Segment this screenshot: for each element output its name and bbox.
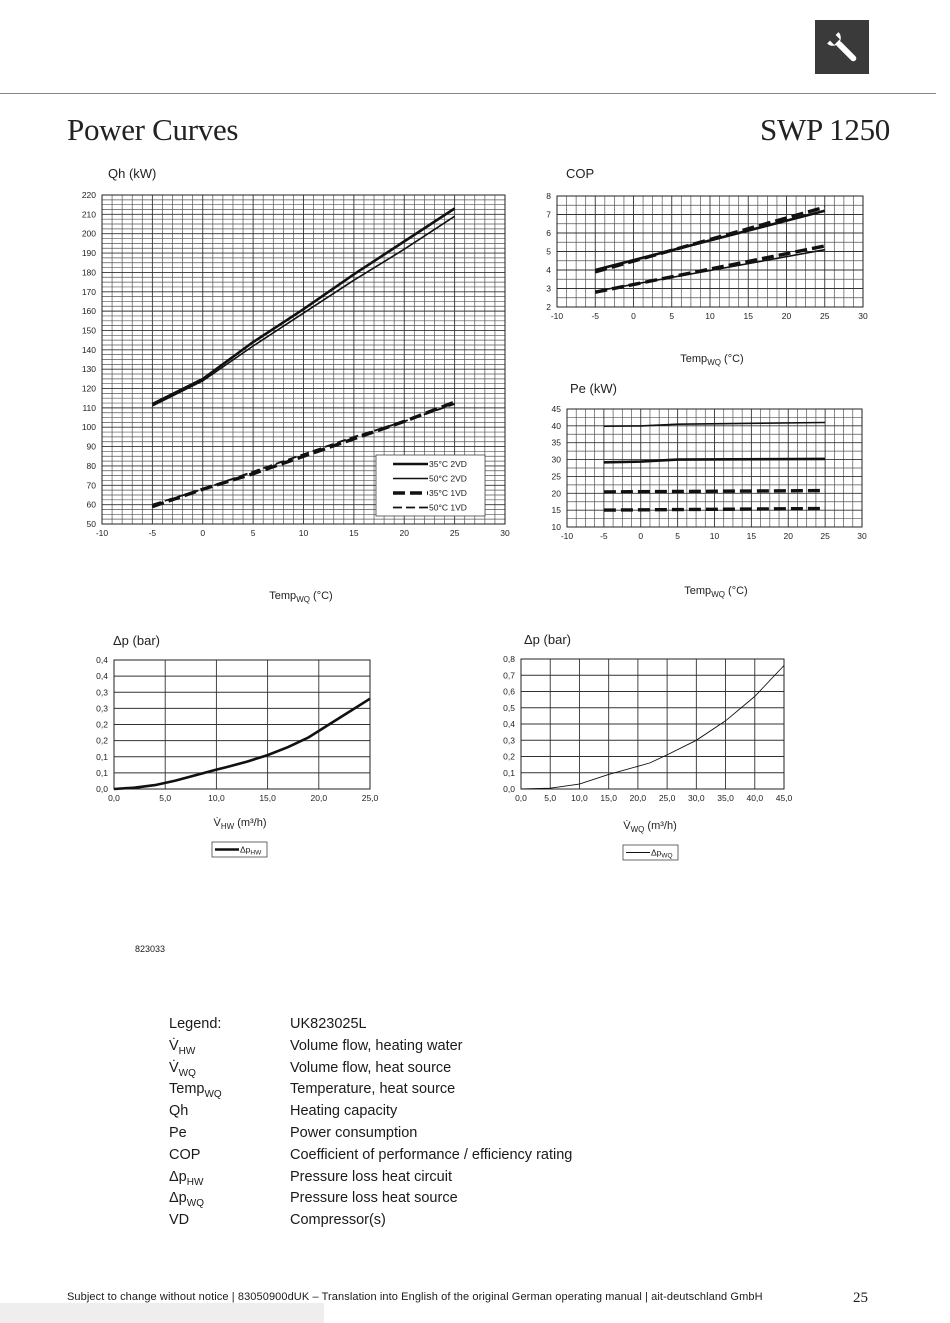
x-tick-label: 10	[709, 531, 720, 541]
legend-symbol	[169, 1190, 290, 1209]
y-tick-label: 180	[81, 267, 96, 278]
legend-symbol-text: VD	[169, 1212, 190, 1229]
x-tick-label: 5,0	[544, 793, 557, 803]
x-tick-label: 15	[349, 528, 359, 538]
x-tick-label: 15	[746, 531, 757, 541]
legend-row	[169, 1081, 572, 1103]
x-tick-label: 0	[638, 531, 644, 541]
legend-symbol	[169, 1125, 290, 1141]
legend-symbol-text: Δp	[169, 1168, 187, 1185]
x-axis-label-sub: WQ	[707, 358, 721, 367]
x-axis-label	[680, 353, 743, 367]
x-tick-label: 10,0	[571, 793, 588, 803]
legend-row	[169, 1103, 572, 1125]
x-axis-label-sub: WQ	[296, 595, 310, 604]
chart-title: Δp (bar)	[524, 632, 571, 647]
legend-description: Pressure loss heat circuit	[290, 1168, 452, 1185]
y-tick-label: 2	[546, 302, 551, 312]
legend-symbol-text: Temp	[169, 1081, 205, 1098]
legend-description: Volume flow, heating water	[290, 1037, 463, 1054]
x-axis-label-main: Temp	[680, 353, 708, 365]
y-tick-label: 150	[81, 325, 96, 336]
y-tick-label: 6	[546, 228, 551, 238]
x-tick-label: 5	[675, 531, 680, 541]
x-tick-label: 10	[298, 528, 309, 538]
legend-symbol	[169, 1212, 290, 1228]
legend-entry-main: Δp	[240, 844, 251, 855]
x-tick-label: 45,0	[775, 793, 793, 803]
legend-entry-main: Δp	[651, 847, 662, 858]
legend-symbol	[169, 1081, 290, 1100]
y-tick-label: 0,2	[96, 735, 108, 746]
x-axis-label-unit: (°C)	[720, 353, 744, 365]
x-tick-label: 20	[781, 311, 792, 321]
x-tick-label: 35,0	[717, 793, 734, 803]
legend-symbol	[169, 1147, 290, 1163]
x-axis-label-sub: HW	[220, 822, 235, 831]
page-title: Power Curves	[67, 112, 239, 147]
x-tick-label: 5	[250, 528, 256, 538]
legend-row	[169, 1147, 572, 1169]
chart-dphw	[96, 633, 378, 857]
y-tick-label: 0,7	[503, 670, 515, 681]
legend-table	[169, 1016, 572, 1234]
legend-row	[169, 1169, 572, 1191]
figure-code: 823033	[135, 944, 166, 954]
x-tick-label: 0,0	[108, 793, 120, 803]
x-tick-label: 0,0	[515, 793, 527, 803]
x-tick-label: -5	[600, 531, 608, 541]
y-tick-label: 0,3	[96, 687, 108, 698]
x-tick-label: 25,0	[361, 793, 379, 803]
y-tick-label: 0,1	[96, 751, 108, 762]
legend-symbol	[169, 1060, 290, 1079]
chart-title: Qh (kW)	[108, 166, 157, 181]
x-axis-label-unit: (°C)	[724, 585, 748, 597]
legend-symbol-text: Δp	[169, 1190, 187, 1207]
x-axis-label	[684, 585, 747, 599]
x-tick-label: 40,0	[746, 793, 764, 803]
legend-description: Compressor(s)	[290, 1212, 386, 1229]
y-tick-label: 45	[551, 404, 561, 414]
y-tick-label: 0,0	[503, 784, 515, 794]
chart-cop	[546, 166, 868, 367]
footer-text: Subject to change without notice | 83050900dUK – Translation into English of the original German operating manual | ait-deutschland GmbH	[67, 1291, 763, 1303]
legend-title: Legend:	[169, 1016, 222, 1032]
y-tick-label: 130	[81, 364, 96, 375]
x-axis-label-main: V̇	[623, 820, 631, 832]
x-tick-label: 20	[399, 528, 409, 538]
footer-bar	[0, 1303, 324, 1323]
chart-dpwq	[503, 632, 792, 860]
y-tick-label: 20	[551, 488, 561, 499]
legend-symbol	[169, 1038, 290, 1057]
legend-symbol-text: V̇	[169, 1037, 179, 1054]
x-axis-label	[623, 819, 677, 834]
y-tick-label: 0,0	[96, 784, 108, 794]
y-tick-label: 0,1	[503, 767, 515, 778]
legend-row	[169, 1060, 572, 1082]
series-line	[114, 699, 370, 789]
legend-symbol	[169, 1169, 290, 1188]
legend-symbol-sub: HW	[178, 1045, 196, 1057]
x-tick-label: -10	[95, 528, 109, 538]
y-tick-label: 0,2	[503, 751, 515, 762]
y-tick-label: 0,6	[503, 686, 515, 697]
legend-symbol-text: Qh	[169, 1103, 189, 1120]
x-tick-label: 30	[857, 531, 867, 541]
page-number: 25	[853, 1290, 868, 1306]
legend-symbol-sub: WQ	[186, 1198, 204, 1210]
legend-description: Power consumption	[290, 1124, 418, 1141]
x-tick-label: 30,0	[688, 793, 705, 803]
legend-code: UK823025L	[290, 1016, 367, 1032]
legend-entry: 35°C 2VD	[429, 459, 467, 469]
x-tick-label: 5	[669, 311, 675, 321]
chart-title: Δp (bar)	[113, 633, 160, 648]
y-tick-label: 10	[551, 522, 561, 532]
x-tick-label: -10	[550, 311, 564, 321]
x-axis-label-unit: (°C)	[309, 590, 333, 602]
y-tick-label: 60	[86, 499, 96, 510]
y-tick-label: 100	[81, 422, 96, 433]
x-axis-label-main: Temp	[684, 585, 712, 597]
y-tick-label: 70	[86, 480, 96, 491]
legend-description: Temperature, heat source	[290, 1081, 456, 1098]
y-tick-label: 15	[551, 505, 561, 516]
x-tick-label: 30	[858, 311, 868, 321]
y-tick-label: 190	[81, 248, 96, 259]
y-tick-label: 0,5	[503, 702, 515, 713]
y-tick-label: 160	[81, 306, 96, 317]
y-tick-label: 0,8	[503, 654, 515, 664]
x-tick-label: 25	[820, 311, 830, 321]
legend-symbol	[169, 1103, 290, 1119]
x-tick-label: 20,0	[310, 793, 328, 803]
y-tick-label: 3	[546, 283, 551, 294]
legend-entry: 35°C 1VD	[429, 488, 467, 498]
legend-description: Pressure loss heat source	[290, 1190, 458, 1207]
y-tick-label: 110	[82, 402, 96, 413]
y-tick-label: 90	[86, 441, 96, 452]
y-tick-label: 50	[86, 519, 96, 529]
y-tick-label: 0,3	[503, 735, 515, 746]
x-tick-label: 30	[500, 528, 510, 538]
legend-row	[169, 1038, 572, 1060]
y-tick-label: 4	[546, 265, 551, 275]
legend-symbol-text: Pe	[169, 1124, 187, 1141]
y-tick-label: 0,4	[503, 719, 515, 729]
x-tick-label: 25,0	[658, 793, 676, 803]
x-tick-label: -5	[591, 311, 600, 321]
legend-row	[169, 1190, 572, 1212]
series-line	[521, 666, 784, 790]
legend-description: Coefficient of performance / efficiency rating	[290, 1146, 573, 1163]
x-tick-label: 10,0	[208, 793, 225, 803]
x-tick-label: 0	[631, 311, 636, 321]
y-tick-label: 5	[546, 246, 551, 257]
x-tick-label: 15,0	[600, 793, 617, 803]
legend-description: Volume flow, heat source	[290, 1059, 452, 1076]
x-tick-label: -5	[148, 528, 157, 538]
chart-title: COP	[566, 166, 595, 181]
model-name: SWP 1250	[760, 112, 890, 147]
legend-symbol-sub: HW	[186, 1176, 204, 1188]
x-tick-label: 20,0	[629, 793, 647, 803]
y-tick-label: 0,4	[96, 655, 108, 665]
x-axis-label-main: V̇	[213, 817, 221, 829]
x-tick-label: -10	[560, 531, 574, 541]
chart-title: Pe (kW)	[570, 381, 617, 396]
y-tick-label: 40	[551, 420, 561, 431]
y-tick-label: 7	[546, 209, 551, 220]
legend-symbol-sub: WQ	[204, 1089, 222, 1101]
x-tick-label: 15	[743, 311, 753, 321]
y-tick-label: 0,2	[96, 719, 108, 730]
legend-entry: 50°C 2VD	[429, 473, 467, 484]
x-axis-label-unit: (m³/h)	[644, 820, 677, 832]
x-tick-label: 10	[705, 311, 715, 321]
y-tick-label: 220	[81, 190, 96, 200]
y-tick-label: 170	[81, 286, 96, 297]
legend-symbol-text: V̇	[169, 1059, 179, 1076]
legend-entry-sub: HW	[250, 849, 262, 857]
y-tick-label: 25	[551, 471, 561, 482]
x-axis-label-main: Temp	[269, 590, 297, 602]
x-axis-label-sub: WQ	[630, 825, 645, 834]
y-tick-label: 140	[81, 344, 96, 355]
y-tick-label: 0,4	[96, 671, 108, 682]
x-tick-label: 20	[783, 531, 793, 541]
y-tick-label: 210	[81, 209, 96, 220]
legend-header-row	[169, 1016, 572, 1038]
chart-qh	[82, 166, 510, 604]
x-axis-label	[269, 590, 332, 604]
x-tick-label: 0	[200, 528, 206, 538]
chart-pe	[552, 381, 867, 599]
x-tick-label: 15,0	[259, 793, 276, 803]
legend-row	[169, 1212, 572, 1234]
legend-description: Heating capacity	[290, 1103, 398, 1120]
legend-entry-sub: WQ	[661, 852, 673, 860]
legend-symbol-sub: WQ	[178, 1067, 196, 1079]
x-axis-label-unit: (m³/h)	[234, 817, 267, 829]
legend-symbol-text: COP	[169, 1146, 201, 1163]
series-line	[604, 491, 825, 492]
x-tick-label: 25	[449, 528, 460, 538]
x-axis-label-sub: WQ	[711, 590, 725, 599]
x-tick-label: 25	[820, 531, 830, 541]
y-tick-label: 80	[86, 460, 96, 471]
legend-entry: 50°C 1VD	[429, 502, 467, 513]
y-tick-label: 0,3	[96, 703, 108, 714]
y-tick-label: 0,1	[96, 767, 108, 778]
y-tick-label: 200	[81, 228, 96, 239]
y-tick-label: 120	[81, 383, 96, 394]
y-tick-label: 8	[546, 191, 551, 201]
x-axis-label	[213, 816, 266, 831]
legend-row	[169, 1125, 572, 1147]
x-tick-label: 5,0	[159, 793, 172, 803]
y-tick-label: 35	[551, 437, 561, 448]
y-tick-label: 30	[551, 454, 561, 465]
